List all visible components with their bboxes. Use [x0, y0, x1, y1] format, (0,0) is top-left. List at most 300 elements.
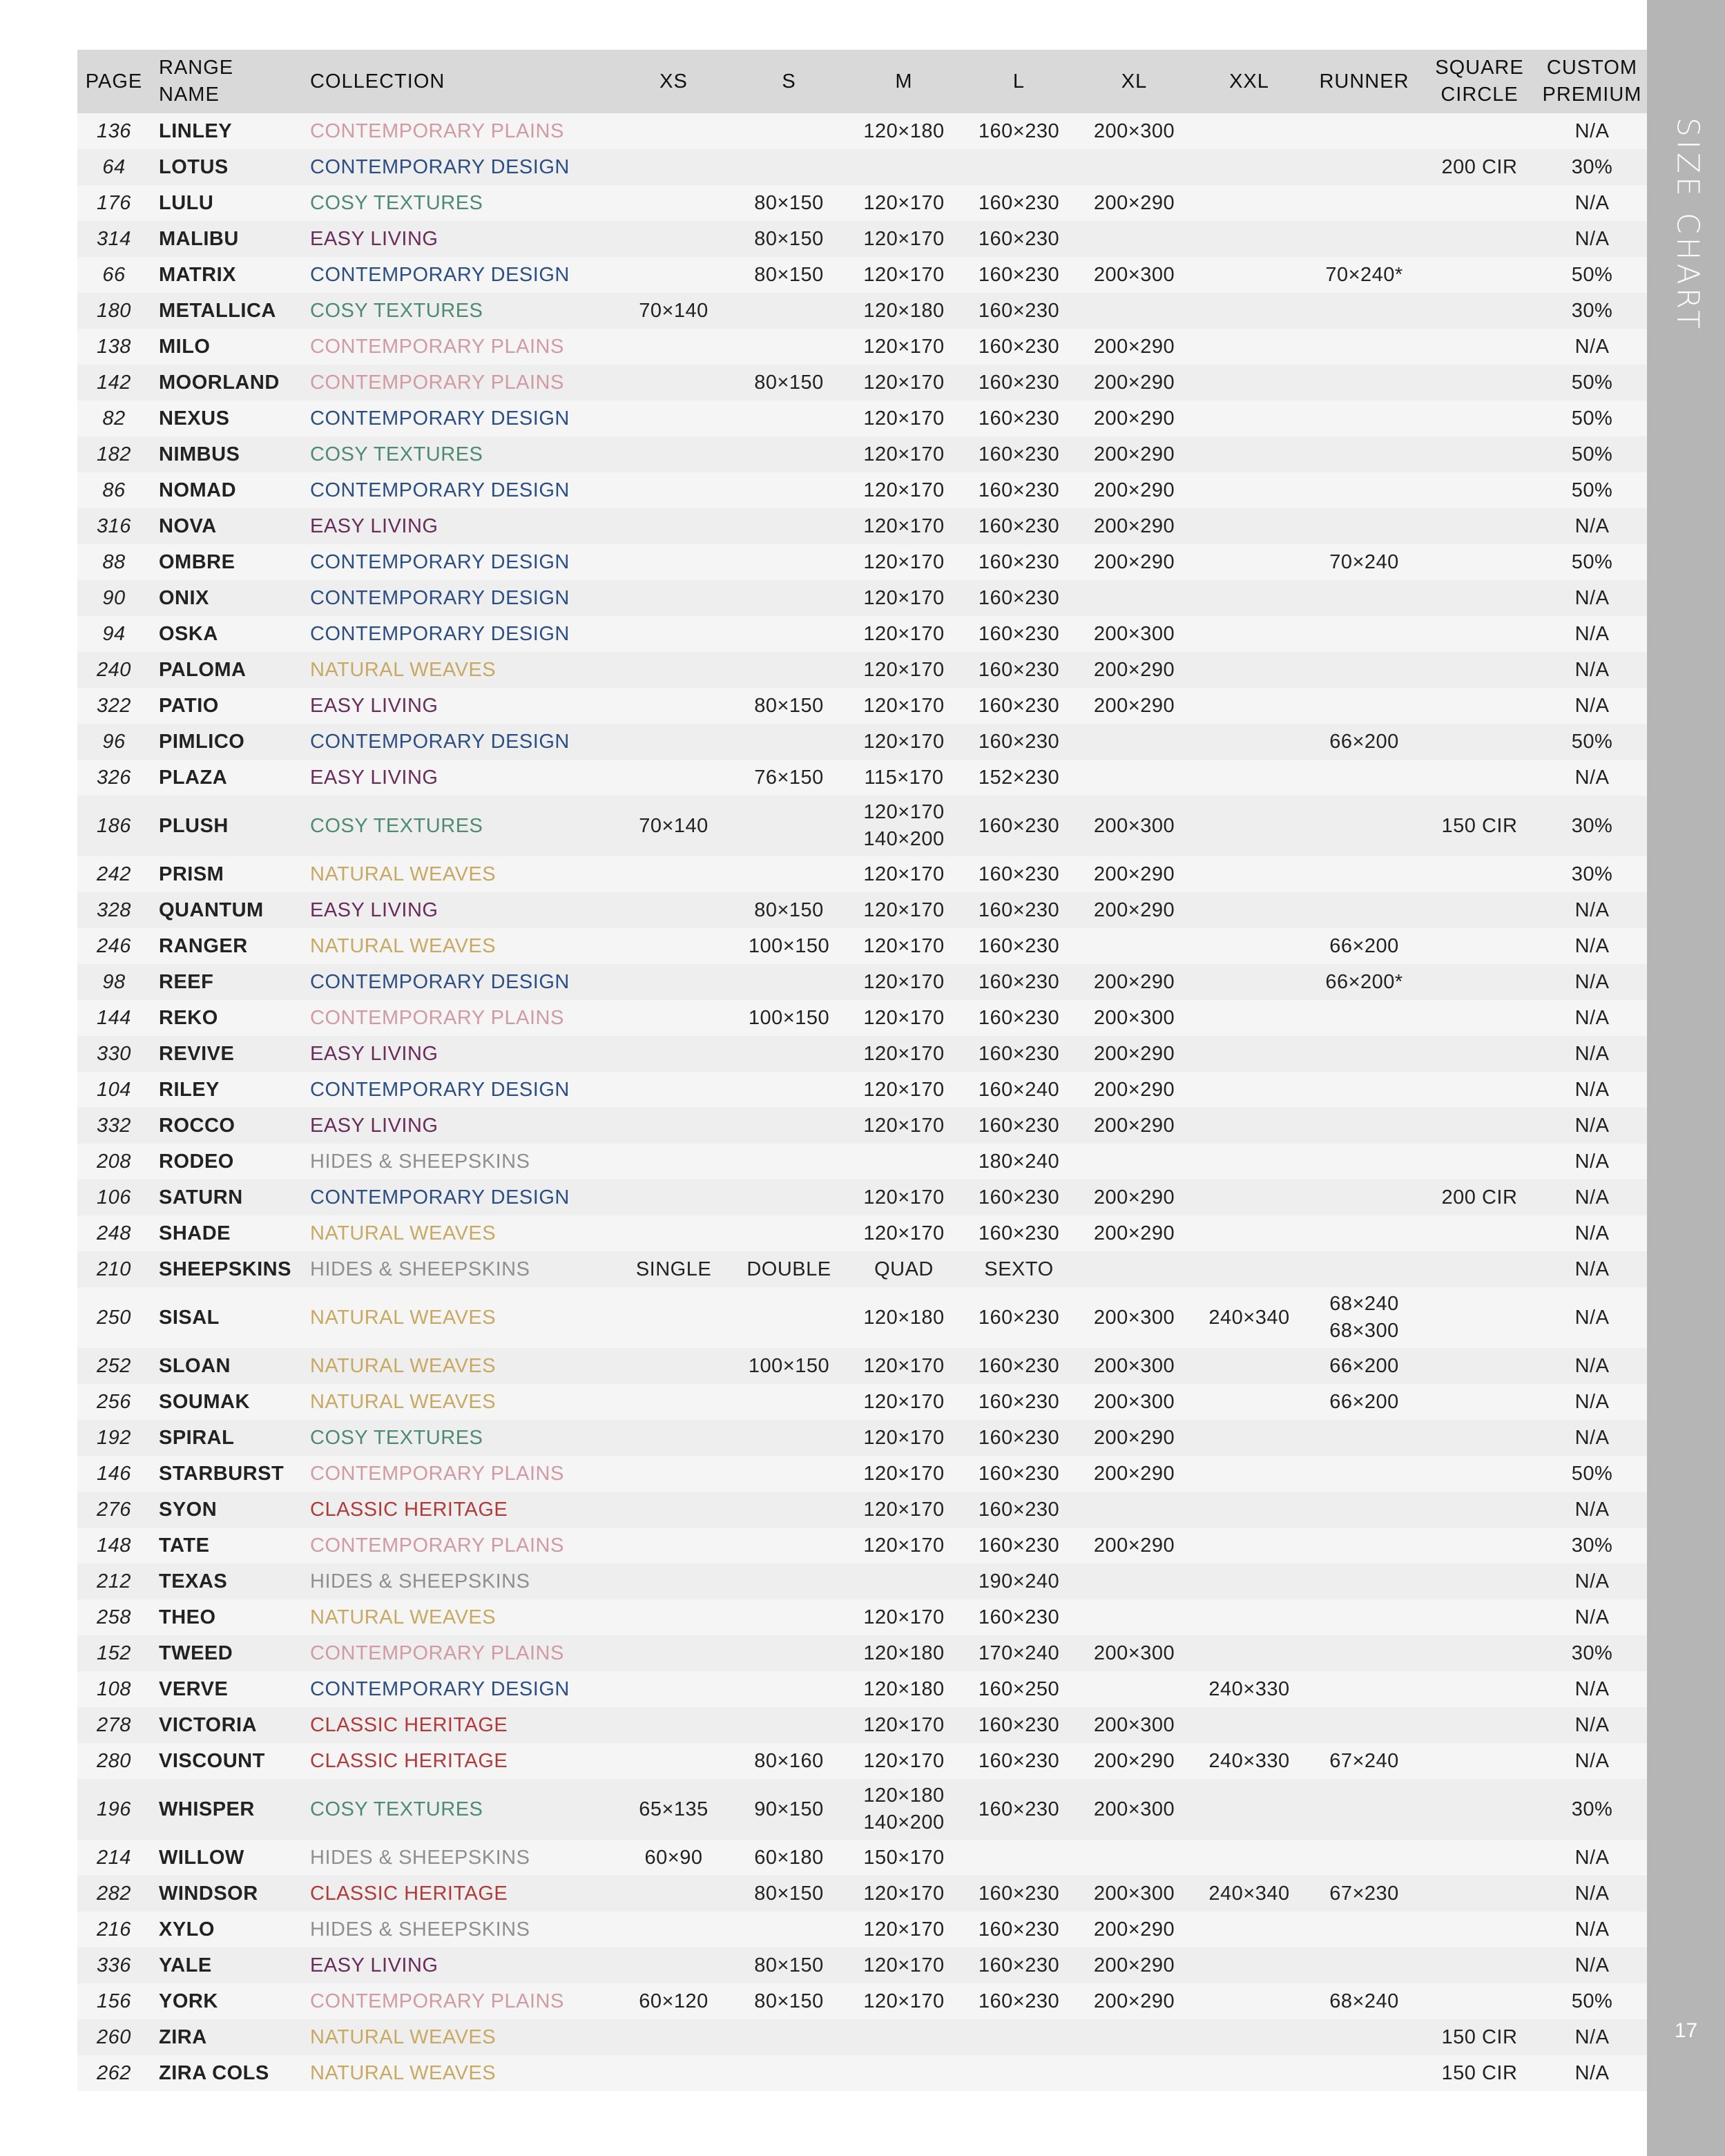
- header-page: PAGE: [77, 50, 151, 113]
- table-row: [77, 2019, 1647, 2055]
- cell-xl: 200×300: [1077, 616, 1192, 652]
- cell-runner: [1307, 616, 1422, 652]
- cell-xl: 200×290: [1077, 1743, 1192, 1779]
- cell-range-name: NEXUS: [151, 401, 302, 436]
- cell-collection: CONTEMPORARY DESIGN: [302, 616, 616, 652]
- cell-s: 80×150: [731, 892, 847, 928]
- cell-s: [731, 1707, 847, 1743]
- cell-page: 88: [77, 544, 151, 580]
- table-row: [77, 401, 1647, 436]
- cell-xxl: [1192, 580, 1307, 616]
- cell-range-name: MOORLAND: [151, 365, 302, 401]
- cell-runner: [1307, 401, 1422, 436]
- cell-custom-premium: N/A: [1537, 1251, 1647, 1287]
- cell-page: 142: [77, 365, 151, 401]
- cell-l: 152×230: [961, 760, 1077, 796]
- table-row: [77, 1144, 1647, 1180]
- cell-xs: [616, 928, 731, 964]
- cell-page: 192: [77, 1420, 151, 1456]
- cell-square-circle: [1422, 185, 1537, 221]
- cell-runner: 70×240*: [1307, 257, 1422, 293]
- header-row: [77, 50, 1647, 113]
- cell-range-name: WHISPER: [151, 1779, 302, 1840]
- cell-xs: SINGLE: [616, 1251, 731, 1287]
- cell-s: [731, 964, 847, 1000]
- cell-range-name: ZIRA COLS: [151, 2055, 302, 2091]
- cell-runner: [1307, 1528, 1422, 1563]
- cell-xxl: [1192, 329, 1307, 365]
- cell-line: 140×200: [863, 1811, 945, 1833]
- cell-page: 108: [77, 1671, 151, 1707]
- cell-custom-premium: N/A: [1537, 1108, 1647, 1144]
- cell-runner: [1307, 2019, 1422, 2055]
- table-row: [77, 149, 1647, 185]
- cell-l: 160×230: [961, 1215, 1077, 1251]
- cell-square-circle: [1422, 1456, 1537, 1492]
- cell-xxl: [1192, 2019, 1307, 2055]
- cell-xs: 60×120: [616, 1983, 731, 2019]
- cell-runner: [1307, 1180, 1422, 1215]
- cell-collection: CONTEMPORARY DESIGN: [302, 580, 616, 616]
- cell-runner: 66×200: [1307, 928, 1422, 964]
- cell-page: 260: [77, 2019, 151, 2055]
- table-row: [77, 472, 1647, 508]
- cell-page: 256: [77, 1384, 151, 1420]
- cell-runner: [1307, 652, 1422, 688]
- cell-s: [731, 1912, 847, 1947]
- cell-xs: [616, 1420, 731, 1456]
- cell-m: 120×180: [847, 1635, 961, 1671]
- cell-xl: 200×290: [1077, 1215, 1192, 1251]
- cell-xs: [616, 1144, 731, 1180]
- cell-line: 140×200: [863, 828, 945, 850]
- cell-page: 276: [77, 1492, 151, 1528]
- cell-square-circle: [1422, 329, 1537, 365]
- cell-custom-premium: N/A: [1537, 1599, 1647, 1635]
- cell-xl: 200×290: [1077, 1912, 1192, 1947]
- table-row: [77, 1983, 1647, 2019]
- cell-custom-premium: N/A: [1537, 1036, 1647, 1072]
- cell-range-name: OMBRE: [151, 544, 302, 580]
- cell-s: 80×150: [731, 688, 847, 724]
- cell-xxl: [1192, 257, 1307, 293]
- cell-collection: CONTEMPORARY DESIGN: [302, 964, 616, 1000]
- cell-range-name: RODEO: [151, 1144, 302, 1180]
- cell-l: 160×230: [961, 1912, 1077, 1947]
- cell-s: [731, 1528, 847, 1563]
- cell-xxl: [1192, 1251, 1307, 1287]
- cell-s: 80×150: [731, 1983, 847, 2019]
- cell-xs: [616, 185, 731, 221]
- cell-m: 120×170: [847, 928, 961, 964]
- cell-page: 252: [77, 1348, 151, 1384]
- cell-xl: [1077, 1492, 1192, 1528]
- cell-page: 258: [77, 1599, 151, 1635]
- cell-range-name: PLUSH: [151, 796, 302, 856]
- header-l: L: [961, 50, 1077, 113]
- cell-collection: CONTEMPORARY PLAINS: [302, 365, 616, 401]
- table-row: [77, 436, 1647, 472]
- cell-xxl: [1192, 221, 1307, 257]
- cell-m: 120×170: [847, 1599, 961, 1635]
- cell-range-name: OSKA: [151, 616, 302, 652]
- cell-m: 120×170: [847, 1384, 961, 1420]
- cell-custom-premium: N/A: [1537, 892, 1647, 928]
- cell-m: 120×170: [847, 401, 961, 436]
- cell-runner: [1307, 2055, 1422, 2091]
- cell-collection: CONTEMPORARY DESIGN: [302, 472, 616, 508]
- cell-page: 146: [77, 1456, 151, 1492]
- cell-custom-premium: N/A: [1537, 1563, 1647, 1599]
- cell-xs: [616, 508, 731, 544]
- cell-runner: [1307, 1072, 1422, 1108]
- cell-s: 100×150: [731, 1348, 847, 1384]
- cell-xxl: [1192, 472, 1307, 508]
- cell-custom-premium: 30%: [1537, 1635, 1647, 1671]
- cell-page: 106: [77, 1180, 151, 1215]
- cell-l: 160×230: [961, 1876, 1077, 1912]
- cell-custom-premium: N/A: [1537, 1840, 1647, 1876]
- cell-xs: [616, 856, 731, 892]
- cell-s: [731, 1492, 847, 1528]
- cell-xxl: [1192, 724, 1307, 760]
- header-s: S: [731, 50, 847, 113]
- cell-s: [731, 1420, 847, 1456]
- table-row: [77, 1947, 1647, 1983]
- cell-xxl: [1192, 544, 1307, 580]
- cell-l: 160×230: [961, 401, 1077, 436]
- cell-xxl: [1192, 1947, 1307, 1983]
- cell-s: 80×150: [731, 365, 847, 401]
- cell-xs: [616, 2055, 731, 2091]
- cell-custom-premium: N/A: [1537, 1348, 1647, 1384]
- cell-xs: [616, 329, 731, 365]
- cell-page: 240: [77, 652, 151, 688]
- cell-range-name: MILO: [151, 329, 302, 365]
- cell-custom-premium: 50%: [1537, 436, 1647, 472]
- cell-m: 120×180: [847, 293, 961, 329]
- cell-xl: 200×290: [1077, 1108, 1192, 1144]
- cell-s: [731, 1671, 847, 1707]
- table-row: [77, 329, 1647, 365]
- cell-runner: 67×240: [1307, 1743, 1422, 1779]
- table-row: [77, 1000, 1647, 1036]
- cell-square-circle: [1422, 1876, 1537, 1912]
- cell-m: 120×170: [847, 1947, 961, 1983]
- cell-s: 80×150: [731, 185, 847, 221]
- cell-runner: [1307, 580, 1422, 616]
- cell-range-name: METALLICA: [151, 293, 302, 329]
- cell-collection: NATURAL WEAVES: [302, 856, 616, 892]
- cell-page: 136: [77, 113, 151, 149]
- cell-s: [731, 856, 847, 892]
- cell-range-name: SISAL: [151, 1287, 302, 1348]
- cell-l: 160×230: [961, 365, 1077, 401]
- table-row: [77, 544, 1647, 580]
- cell-page: 280: [77, 1743, 151, 1779]
- cell-s: [731, 436, 847, 472]
- cell-runner: 66×200: [1307, 724, 1422, 760]
- cell-collection: EASY LIVING: [302, 221, 616, 257]
- cell-square-circle: [1422, 1840, 1537, 1876]
- cell-range-name: SPIRAL: [151, 1420, 302, 1456]
- cell-xs: [616, 652, 731, 688]
- cell-square-circle: [1422, 1947, 1537, 1983]
- cell-collection: NATURAL WEAVES: [302, 1287, 616, 1348]
- cell-l: 160×230: [961, 652, 1077, 688]
- cell-xxl: [1192, 508, 1307, 544]
- cell-xxl: [1192, 149, 1307, 185]
- table-row: [77, 113, 1647, 149]
- cell-collection: COSY TEXTURES: [302, 293, 616, 329]
- cell-xs: [616, 1947, 731, 1983]
- cell-range-name: TEXAS: [151, 1563, 302, 1599]
- cell-l: SEXTO: [961, 1251, 1077, 1287]
- cell-l: 160×230: [961, 1528, 1077, 1563]
- cell-custom-premium: N/A: [1537, 1144, 1647, 1180]
- cell-range-name: STARBURST: [151, 1456, 302, 1492]
- cell-runner: [1307, 436, 1422, 472]
- cell-m: 120×170: [847, 1180, 961, 1215]
- cell-xl: 200×290: [1077, 472, 1192, 508]
- cell-square-circle: [1422, 1707, 1537, 1743]
- cell-range-name: MALIBU: [151, 221, 302, 257]
- table-row: [77, 892, 1647, 928]
- cell-xxl: [1192, 185, 1307, 221]
- cell-collection: NATURAL WEAVES: [302, 928, 616, 964]
- cell-m: 120×170: [847, 1707, 961, 1743]
- cell-square-circle: [1422, 257, 1537, 293]
- cell-m: QUAD: [847, 1251, 961, 1287]
- cell-s: 80×160: [731, 1743, 847, 1779]
- table-row: [77, 293, 1647, 329]
- cell-custom-premium: N/A: [1537, 1180, 1647, 1215]
- cell-collection: CLASSIC HERITAGE: [302, 1707, 616, 1743]
- cell-m: 115×170: [847, 760, 961, 796]
- cell-page: 282: [77, 1876, 151, 1912]
- cell-square-circle: [1422, 1348, 1537, 1384]
- cell-runner: 66×200: [1307, 1384, 1422, 1420]
- table-body: [77, 113, 1647, 2091]
- cell-xs: [616, 257, 731, 293]
- cell-runner: 66×200*: [1307, 964, 1422, 1000]
- cell-m: 120×170: [847, 544, 961, 580]
- cell-xl: [1077, 1840, 1192, 1876]
- cell-range-name: SATURN: [151, 1180, 302, 1215]
- cell-runner: 67×230: [1307, 1876, 1422, 1912]
- cell-page: 66: [77, 257, 151, 293]
- table-row: [77, 1743, 1647, 1779]
- cell-runner: [1307, 1947, 1422, 1983]
- cell-l: 160×230: [961, 436, 1077, 472]
- cell-xs: [616, 2019, 731, 2055]
- cell-xs: [616, 544, 731, 580]
- cell-page: 94: [77, 616, 151, 652]
- cell-custom-premium: 50%: [1537, 472, 1647, 508]
- cell-l: 160×230: [961, 1348, 1077, 1384]
- cell-runner: [1307, 185, 1422, 221]
- cell-xl: 200×290: [1077, 1528, 1192, 1563]
- cell-page: 90: [77, 580, 151, 616]
- cell-xl: [1077, 580, 1192, 616]
- cell-xl: 200×290: [1077, 1420, 1192, 1456]
- cell-runner: [1307, 1420, 1422, 1456]
- cell-runner: [1307, 149, 1422, 185]
- cell-xl: 200×290: [1077, 1036, 1192, 1072]
- cell-line: 120×170: [863, 801, 945, 823]
- cell-custom-premium: N/A: [1537, 1947, 1647, 1983]
- cell-square-circle: [1422, 1563, 1537, 1599]
- header-collection: COLLECTION: [302, 50, 616, 113]
- cell-runner: 68×240: [1307, 1983, 1422, 2019]
- cell-page: 332: [77, 1108, 151, 1144]
- cell-custom-premium: N/A: [1537, 1384, 1647, 1420]
- cell-collection: HIDES & SHEEPSKINS: [302, 1251, 616, 1287]
- cell-xs: [616, 1180, 731, 1215]
- cell-custom-premium: N/A: [1537, 221, 1647, 257]
- cell-custom-premium: N/A: [1537, 329, 1647, 365]
- cell-runner: [1307, 1563, 1422, 1599]
- cell-custom-premium: 50%: [1537, 724, 1647, 760]
- cell-xxl: [1192, 796, 1307, 856]
- cell-l: 160×230: [961, 580, 1077, 616]
- cell-runner: [1307, 760, 1422, 796]
- cell-s: 80×150: [731, 1876, 847, 1912]
- cell-range-name: TWEED: [151, 1635, 302, 1671]
- cell-m: [847, 1144, 961, 1180]
- table-row: [77, 1563, 1647, 1599]
- cell-l: 160×230: [961, 185, 1077, 221]
- table-row: [77, 1876, 1647, 1912]
- cell-collection: CONTEMPORARY DESIGN: [302, 544, 616, 580]
- cell-s: [731, 1036, 847, 1072]
- cell-range-name: SLOAN: [151, 1348, 302, 1384]
- cell-xs: [616, 1456, 731, 1492]
- cell-runner: [1307, 1000, 1422, 1036]
- cell-range-name: SHEEPSKINS: [151, 1251, 302, 1287]
- cell-s: [731, 472, 847, 508]
- cell-square-circle: [1422, 928, 1537, 964]
- cell-square-circle: [1422, 1000, 1537, 1036]
- cell-xxl: [1192, 1420, 1307, 1456]
- cell-custom-premium: 30%: [1537, 1528, 1647, 1563]
- cell-runner: [1307, 1251, 1422, 1287]
- cell-xs: [616, 1108, 731, 1144]
- cell-xxl: [1192, 1599, 1307, 1635]
- cell-xl: 200×290: [1077, 401, 1192, 436]
- cell-m: 120×170: [847, 1348, 961, 1384]
- cell-range-name: QUANTUM: [151, 892, 302, 928]
- cell-l: [961, 2055, 1077, 2091]
- cell-runner: [1307, 508, 1422, 544]
- cell-xl: [1077, 221, 1192, 257]
- cell-m: 150×170: [847, 1840, 961, 1876]
- cell-custom-premium: 30%: [1537, 1779, 1647, 1840]
- cell-square-circle: [1422, 760, 1537, 796]
- cell-range-name: PLAZA: [151, 760, 302, 796]
- table-row: [77, 928, 1647, 964]
- table-row: [77, 257, 1647, 293]
- cell-collection: CLASSIC HERITAGE: [302, 1876, 616, 1912]
- cell-square-circle: [1422, 221, 1537, 257]
- cell-runner: [1307, 892, 1422, 928]
- table-row: [77, 1599, 1647, 1635]
- cell-m: 120×170: [847, 1492, 961, 1528]
- cell-square-circle: [1422, 1384, 1537, 1420]
- cell-xxl: [1192, 1000, 1307, 1036]
- cell-xs: [616, 1707, 731, 1743]
- cell-xs: [616, 113, 731, 149]
- cell-s: 60×180: [731, 1840, 847, 1876]
- cell-page: 314: [77, 221, 151, 257]
- cell-s: DOUBLE: [731, 1251, 847, 1287]
- cell-s: [731, 508, 847, 544]
- cell-square-circle: [1422, 1671, 1537, 1707]
- cell-l: 160×250: [961, 1671, 1077, 1707]
- cell-runner: [1307, 1707, 1422, 1743]
- cell-s: 80×150: [731, 221, 847, 257]
- cell-range-name: THEO: [151, 1599, 302, 1635]
- cell-xxl: 240×330: [1192, 1743, 1307, 1779]
- cell-page: 246: [77, 928, 151, 964]
- cell-s: [731, 1287, 847, 1348]
- cell-xl: 200×290: [1077, 892, 1192, 928]
- cell-xs: [616, 1036, 731, 1072]
- cell-runner: 66×200: [1307, 1348, 1422, 1384]
- cell-s: [731, 1072, 847, 1108]
- cell-collection: CONTEMPORARY DESIGN: [302, 149, 616, 185]
- cell-l: 170×240: [961, 1635, 1077, 1671]
- cell-collection: CONTEMPORARY DESIGN: [302, 1671, 616, 1707]
- cell-custom-premium: N/A: [1537, 1000, 1647, 1036]
- cell-range-name: NIMBUS: [151, 436, 302, 472]
- cell-xs: [616, 1492, 731, 1528]
- cell-l: 160×230: [961, 293, 1077, 329]
- header-xxl: XXL: [1192, 50, 1307, 113]
- cell-xl: [1077, 293, 1192, 329]
- cell-range-name: RANGER: [151, 928, 302, 964]
- cell-xs: [616, 1348, 731, 1384]
- cell-custom-premium: N/A: [1537, 1912, 1647, 1947]
- cell-xs: [616, 221, 731, 257]
- cell-runner: 70×240: [1307, 544, 1422, 580]
- cell-l: 160×230: [961, 928, 1077, 964]
- cell-custom-premium: 50%: [1537, 1456, 1647, 1492]
- cell-custom-premium: 50%: [1537, 544, 1647, 580]
- cell-range-name: LOTUS: [151, 149, 302, 185]
- cell-runner: [1307, 1036, 1422, 1072]
- cell-s: 90×150: [731, 1779, 847, 1840]
- cell-square-circle: [1422, 293, 1537, 329]
- table-row: [77, 724, 1647, 760]
- cell-xxl: [1192, 1707, 1307, 1743]
- table-row: [77, 1420, 1647, 1456]
- cell-xl: 200×300: [1077, 1779, 1192, 1840]
- cell-xl: 200×300: [1077, 1707, 1192, 1743]
- cell-collection: NATURAL WEAVES: [302, 652, 616, 688]
- cell-custom-premium: 30%: [1537, 856, 1647, 892]
- cell-xs: [616, 580, 731, 616]
- cell-xl: 200×290: [1077, 508, 1192, 544]
- cell-custom-premium: N/A: [1537, 1492, 1647, 1528]
- cell-runner: [1307, 1492, 1422, 1528]
- cell-s: [731, 1215, 847, 1251]
- cell-xl: [1077, 149, 1192, 185]
- cell-s: [731, 293, 847, 329]
- cell-range-name: NOVA: [151, 508, 302, 544]
- cell-square-circle: [1422, 1287, 1537, 1348]
- cell-square-circle: [1422, 436, 1537, 472]
